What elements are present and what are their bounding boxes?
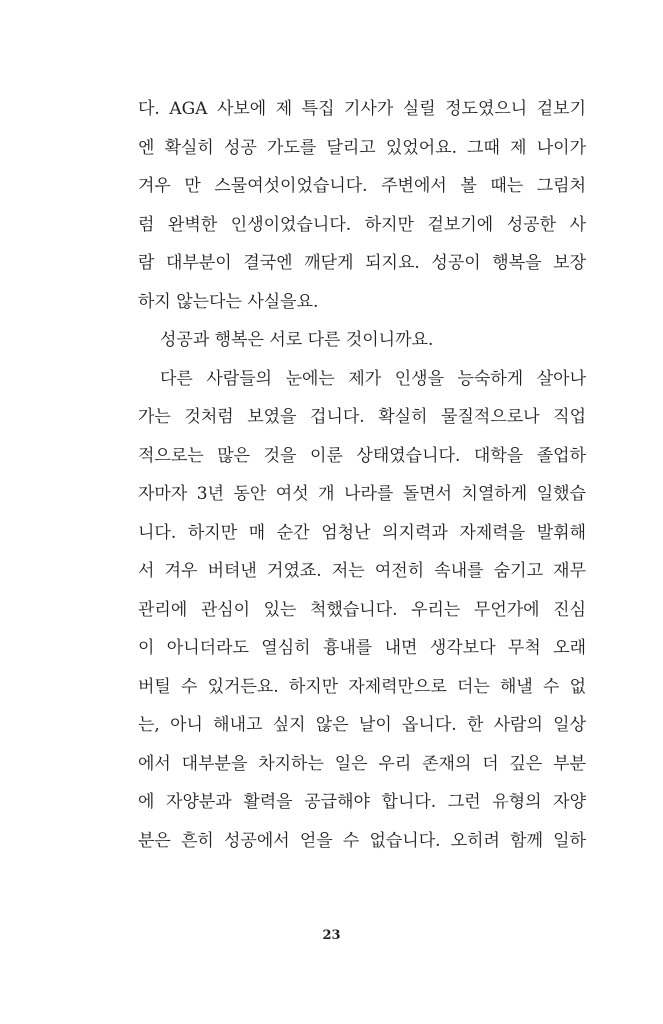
text-line: 니다. 하지만 매 순간 엄청난 의지력과 자제력을 발휘해 [138,522,586,543]
paragraph-first-line: 성공과 행복은 서로 다른 것이니까요. [160,330,434,350]
text-line: 관리에 관심이 있는 척했습니다. 우리는 무언가에 진심 [138,599,586,620]
text-line: 버틸 수 있거든요. 하지만 자제력만으로 더는 해낼 수 없 [138,676,586,697]
body-text [138,90,586,860]
page-number: 23 [322,928,341,943]
text-line: 다. AGA 사보에 제 특집 기사가 실릴 정도였으니 겉보기 [138,99,586,119]
text-line: 적으로는 많은 것을 이룬 상태였습니다. 대학을 졸업하 [138,445,586,466]
text-line: 겨우 만 스물여섯이었습니다. 주변에서 볼 때는 그림처 [138,176,586,196]
text-line: 에서 대부분을 차지하는 일은 우리 존재의 더 깊은 부분 [138,753,586,774]
text-line: 는, 아니 해내고 싶지 않은 날이 옵니다. 한 사람의 일상 [138,715,586,735]
text-line: 하지 않는다는 사실을요. [138,291,319,312]
text-line: 자마자 3년 동안 여섯 개 나라를 돌면서 치열하게 일했습 [138,484,586,504]
text-line: 엔 확실히 성공 가도를 달리고 있었어요. 그때 제 나이가 [138,137,586,158]
text-line: 분은 흔히 성공에서 얻을 수 없습니다. 오히려 함께 일하 [138,830,586,851]
text-line: 가는 것처럼 보였을 겁니다. 확실히 물질적으로나 직업 [138,407,586,427]
text-line: 람 대부분이 결국엔 깨닫게 되지요. 성공이 행복을 보장 [138,253,586,273]
text-line: 에 자양분과 활력을 공급해야 합니다. 그런 유형의 자양 [138,792,586,812]
text-line: 럼 완벽한 인생이었습니다. 하지만 겉보기에 성공한 사 [138,214,586,235]
text-line: 서 겨우 버텨낸 거였죠. 저는 여전히 속내를 숨기고 재무 [138,561,586,581]
paragraph-first-line: 다른 사람들의 눈에는 제가 인생을 능숙하게 살아나 [160,368,586,389]
text-line: 이 아니더라도 열심히 흉내를 내면 생각보다 무척 오래 [138,638,586,658]
